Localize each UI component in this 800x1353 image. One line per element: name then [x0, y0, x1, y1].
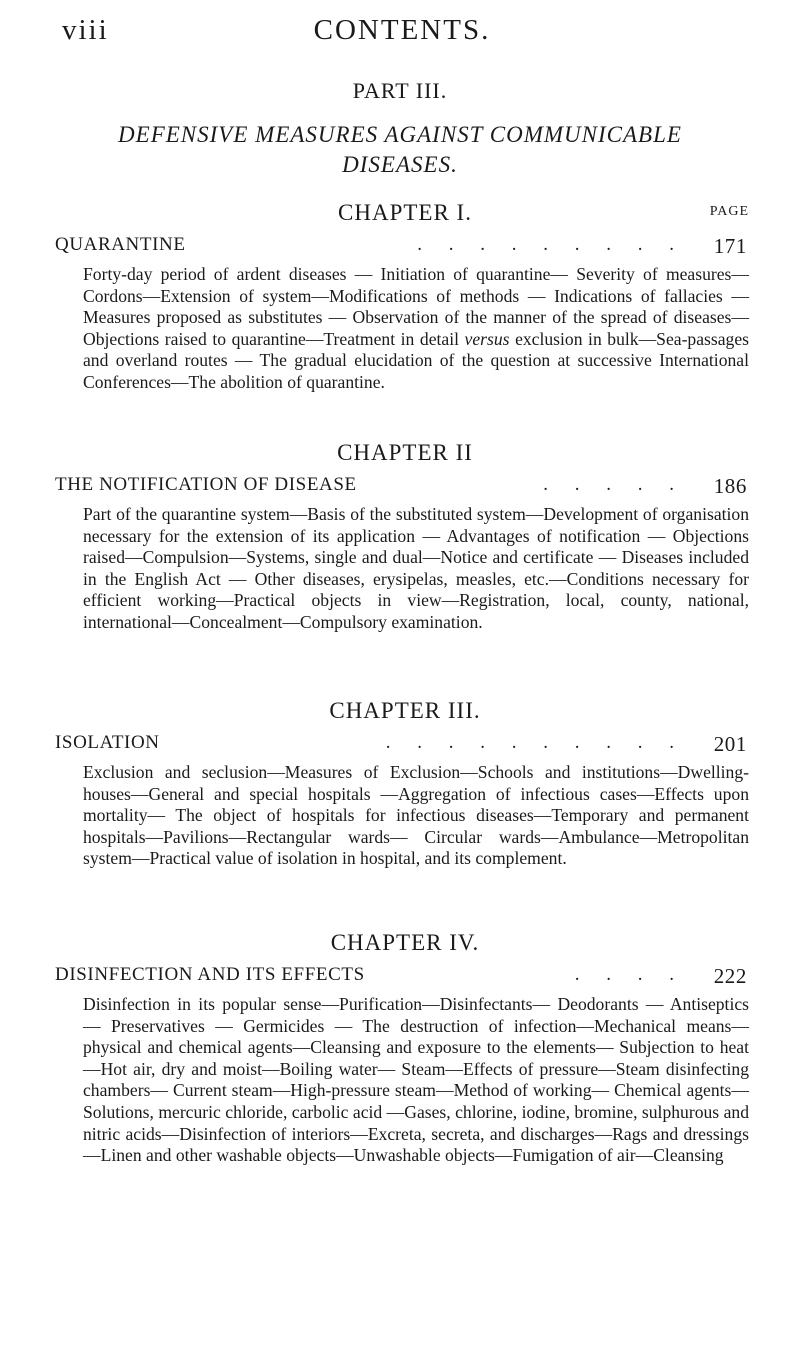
chapter-2: [55, 440, 755, 634]
chapter-summary: [83, 264, 749, 394]
summary-text-a: Forty-day period of ardent diseases — Initiation of quarantine— Severity of measures—Cordons—Extension of system—Modifications of methods — Indications of fallacies — Measures proposed as substitutes — Observation of the manner of the spread of diseases—Objections raised to quarantine—Treatment in detail: [83, 264, 749, 349]
entry-title: ISOLATION: [55, 732, 160, 753]
part-subtitle-line-1: DEFENSIVE MEASURES AGAINST COMMUNICABLE: [118, 122, 682, 147]
part-subtitle: [60, 120, 740, 180]
leader-dots: . . . . .: [543, 474, 685, 495]
chapter-summary: Part of the quarantine system—Basis of the substituted system—Development of organisation necessary for the extension of its application — Advantages of notification — Objections raised—Compulsion—Systems, single and dual—Notice and certificate — Diseases included in the English Act — Other diseases, erysipelas, measles, etc.—Conditions necessary for efficient working—Practical objects in view—Registration, local, county, national, international—Concealment—Compulsory examination.: [83, 504, 749, 632]
running-title: CONTENTS.: [313, 14, 491, 46]
page-column-label: PAGE: [709, 204, 749, 219]
leader-dots: . . . . . . . . . .: [385, 732, 685, 753]
entry-page-number: 222: [713, 964, 747, 988]
entry-title: DISINFECTION AND ITS EFFECTS: [55, 964, 365, 985]
toc-entry[interactable]: [55, 732, 755, 756]
leader-dots: . . . .: [574, 964, 685, 985]
page-folio: viii: [62, 14, 109, 46]
entry-page-number: 171: [713, 234, 747, 258]
chapter-heading: [55, 200, 755, 226]
entry-page-number: 201: [713, 732, 747, 756]
chapter-4: [55, 930, 755, 1167]
chapter-summary: Disinfection in its popular sense—Purification—Disinfectants— Deodorants — Antiseptics — Preservatives — Germicides — The destruction of infection—Mechanical means—physical and chemical agents—Cleansing and exposure to the elements— Subjection to heat—Hot air, dry and moist—Boiling water— Steam—Effects of pressure—Steam disinfecting chambers— Current steam—High-pressure steam—Method of working— Chemical agents—Solutions, mercuric chloride, carbolic acid —Gases, chlorine, iodine, bromine, sulphurous and nitric acids—Disinfection of interiors—Excreta, secreta, and discharges—Rags and dressings—Linen and other washable objects—Unwashable objects—Fumigation of air—Cleansing: [83, 994, 749, 1166]
chapter-heading: CHAPTER III.: [329, 698, 481, 723]
chapter-heading: CHAPTER II: [337, 440, 473, 465]
leader-dots: . . . . . . . . .: [417, 234, 685, 255]
part-subtitle-line-2: DISEASES.: [342, 152, 458, 177]
entry-page-number: 186: [713, 474, 747, 498]
running-head: [62, 14, 742, 58]
summary-italic: versus: [464, 328, 510, 349]
entry-title: QUARANTINE: [55, 234, 186, 255]
part-heading: PART III.: [352, 78, 448, 103]
chapter-number: CHAPTER I.: [338, 200, 472, 225]
chapter-heading: CHAPTER IV.: [330, 930, 480, 955]
entry-title: THE NOTIFICATION OF DISEASE: [55, 474, 357, 495]
toc-entry[interactable]: [55, 964, 755, 988]
chapter-1: [55, 200, 755, 394]
toc-entry[interactable]: [55, 474, 755, 498]
chapter-summary: Exclusion and seclusion—Measures of Exclusion—Schools and institutions—Dwelling-houses—General and special hospitals —Aggregation of infectious cases—Effects upon mortality— The object of hospitals for infectious diseases—Temporary and permanent hospitals—Pavilions—Rectangular wards— Circular wards—Ambulance—Metropolitan system—Practical value of isolation in hospital, and its complement.: [83, 762, 749, 869]
chapter-3: [55, 698, 755, 870]
summary-text-b: exclusion in bulk—Sea-passages and overland routes — The gradual elucidation of the question at successive International Conferences—The abolition of quarantine.: [83, 328, 749, 392]
toc-entry[interactable]: [55, 234, 755, 258]
